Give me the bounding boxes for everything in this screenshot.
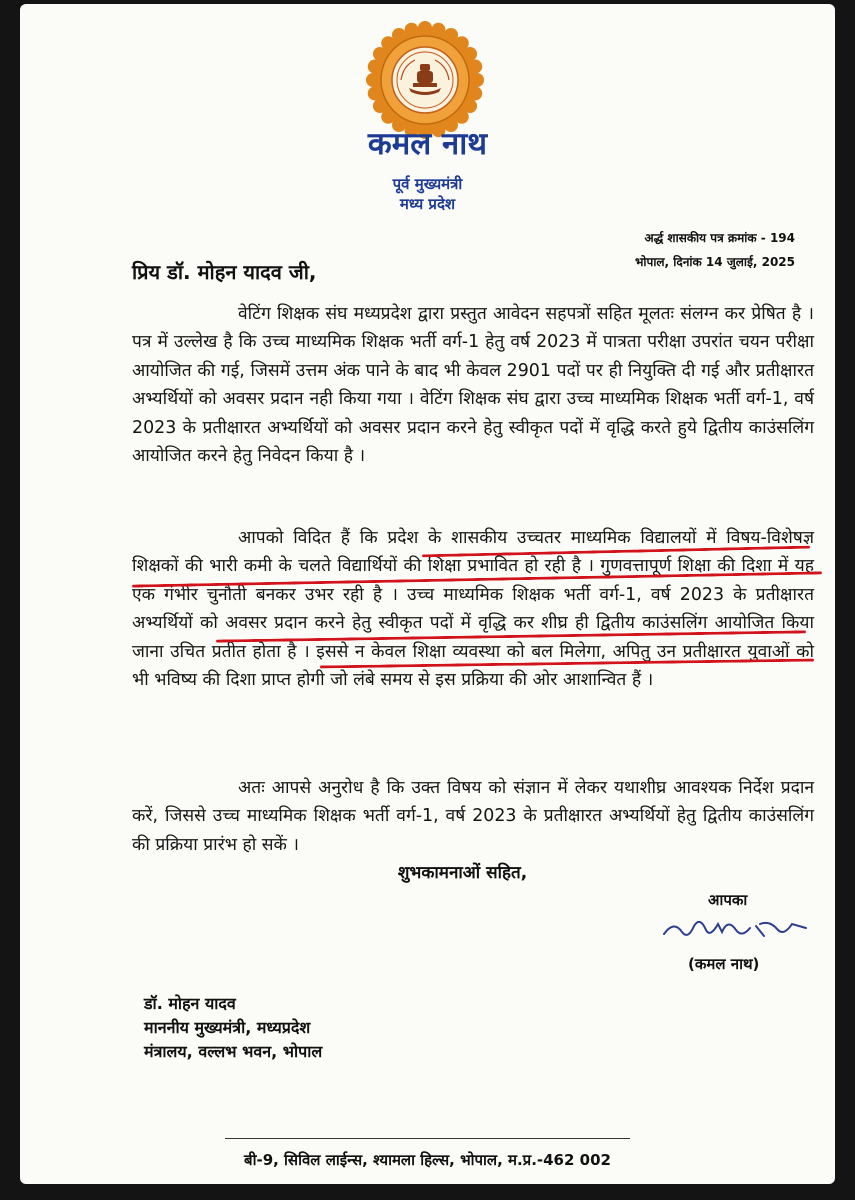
place-date: भोपाल, दिनांक 14 जुलाई, 2025	[634, 255, 795, 269]
letter-number: अर्द्ध शासकीय पत्र क्रमांक - 194	[644, 231, 795, 245]
body-paragraph-1: वेटिंग शिक्षक संघ मध्यप्रदेश द्वारा प्रस्तुत आवेदन सहपत्रों सहित मूलतः संलग्न कर प्रेषित है । पत्र में उल्लेख है कि उच्च माध्यमिक शिक्षक भर्ती वर्ग-1 हेतु वर्ष 2023 में पात्रता परीक्षा उपरांत चयन परीक्षा आयोजित की गई, जिसमें उत्तम अंक पाने के बाद भी केवल 2901 पदों पर ही नियुक्ति दी गई और प्रतीक्षारत अभ्यर्थियों को अवसर प्रदान नही किया गया । वेटिंग शिक्षक संघ द्वारा उच्च माध्यमिक शिक्षक भर्ती वर्ग-1, वर्ष 2023 के प्रतीक्षारत अभ्यर्थियों को अवसर प्रदान करने हेतु स्वीकृत पदों में वृद्धि करते हुये द्वितीय काउंसलिंग आयोजित करने हेतु निवेदन किया है ।	[132, 304, 814, 467]
addressee-name: डॉ. मोहन यादव	[144, 994, 236, 1013]
footer-divider	[225, 1138, 630, 1139]
sender-name-heading: कमल नाथ	[367, 126, 488, 162]
sender-designation: पूर्व मुख्यमंत्री	[392, 175, 463, 193]
closing-yours: आपका	[708, 891, 748, 909]
signatory-name: (कमल नाथ)	[688, 955, 760, 973]
salutation: प्रिय डॉ. मोहन यादव जी,	[132, 260, 317, 284]
handwritten-signature-icon	[660, 910, 810, 946]
closing-wishes: शुभकामनाओं सहित,	[397, 863, 528, 883]
addressee-title: माननीय मुख्यमंत्री, मध्यप्रदेश	[144, 1018, 311, 1037]
letter-reference	[635, 226, 795, 274]
footer-address: बी-9, सिविल लाईन्स, श्यामला हिल्स, भोपाल, म.प्र.-462 002	[244, 1151, 611, 1169]
letter-page	[20, 4, 835, 1184]
body-paragraph-2: आपको विदित हैं कि प्रदेश के शासकीय उच्चतर माध्यमिक विद्यालयों में विषय-विशेषज्ञ शिक्षकों की भारी कमी के चलते विद्यार्थियों की शिक्षा प्रभावित हो रही है । गुणवत्तापूर्ण शिक्षा की दिशा में यह एक गंभीर चुनौती बनकर उभर रही है । उच्च माध्यमिक शिक्षक भर्ती वर्ग-1, वर्ष 2023 के प्रतीक्षारत अभ्यर्थियों को अवसर प्रदान करने हेतु स्वीकृत पदों में वृद्धि कर शीघ्र ही द्वितीय काउंसलिंग आयोजित किया जाना उचित प्रतीत होता है । इससे न केवल शिक्षा व्यवस्था को बल मिलेगा, अपितु उन प्रतीक्षारत युवाओं को भी भविष्य की दिशा प्राप्त होगी जो लंबे समय से इस प्रक्रिया की ओर आशान्वित हैं ।	[132, 528, 814, 691]
addressee-office: मंत्रालय, वल्लभ भवन, भोपाल	[144, 1042, 323, 1061]
sender-state: मध्य प्रदेश	[399, 195, 456, 213]
body-paragraph-3: अतः आपसे अनुरोध है कि उक्त विषय को संज्ञान में लेकर यथाशीघ्र आवश्यक निर्देश प्रदान करें, जिससे उच्च माध्यमिक शिक्षक भर्ती वर्ग-1, वर्ष 2023 के प्रतीक्षारत अभ्यर्थियों हेतु द्वितीय काउंसलिंग की प्रक्रिया प्रारंभ हो सकें ।	[132, 778, 814, 855]
